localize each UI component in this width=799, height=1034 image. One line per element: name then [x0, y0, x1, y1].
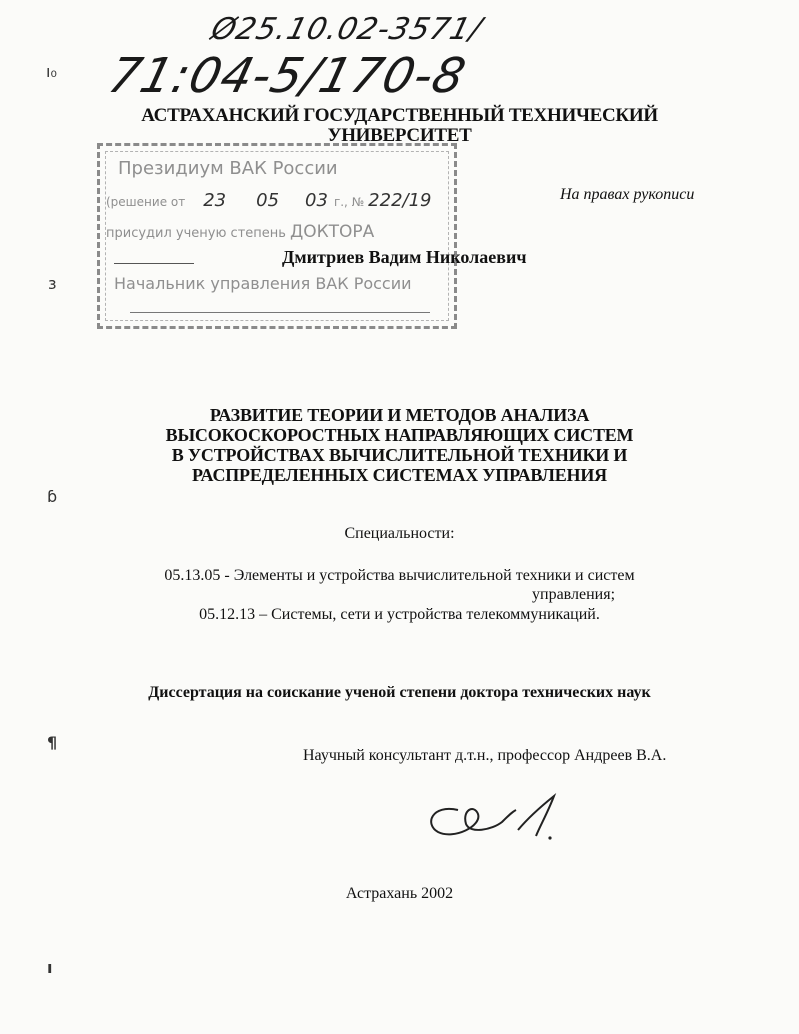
scientific-consultant: Научный консультант д.т.н., профессор Андреев В.А. [303, 747, 667, 764]
stamp-bottom-line [130, 312, 430, 313]
margin-mark: ¶ [47, 733, 58, 752]
title-line: РАЗВИТИЕ ТЕОРИИ И МЕТОДОВ АНАЛИЗА [209, 405, 590, 425]
stamp-number-prefix: г., № [333, 195, 365, 209]
stamp-degree: ДОКТОРА [289, 222, 375, 242]
signature-icon [420, 790, 580, 850]
stamp-head-of-department: Начальник управления ВАК России [114, 274, 412, 293]
stamp-degree-line [106, 222, 374, 242]
stamp-date-year: 03 [305, 190, 328, 211]
dissertation-degree: Диссертация на соискание ученой степени доктора технических наук [148, 684, 651, 701]
stamp-awarded: присудил ученую степень [106, 226, 286, 241]
margin-mark: ɜ [48, 274, 57, 293]
margin-mark: ı [47, 958, 53, 977]
specialty-item: 05.12.13 – Системы, сети и устройства телекоммуникаций. [199, 606, 600, 623]
handwritten-archive-number: Ø25.10.02-3571/ [207, 12, 486, 47]
university-name-line2: УНИВЕРСИТЕТ [327, 125, 472, 146]
stamp-presidium: Президиум ВАК России [118, 158, 338, 179]
stamp-date-prefix: (решение от [106, 195, 186, 209]
author-name: Дмитриев Вадим Николаевич [282, 247, 527, 267]
vak-stamp [97, 143, 457, 329]
title-line: ВЫСОКОСКОРОСТНЫХ НАПРАВЛЯЮЩИХ СИСТЕМ [165, 425, 634, 445]
handwritten-catalog-number: 71:04-5/170-8 [103, 48, 472, 104]
title-line: РАСПРЕДЕЛЕННЫХ СИСТЕМАХ УПРАВЛЕНИЯ [192, 465, 607, 485]
specialty-item-continuation: управления; [532, 586, 616, 603]
margin-mark: ɓ [47, 487, 58, 506]
specialties-heading: Специальности: [344, 525, 455, 542]
title-line: В УСТРОЙСТВАХ ВЫЧИСЛИТЕЛЬНОЙ ТЕХНИКИ И [171, 445, 628, 465]
stamp-signature-line [114, 263, 194, 264]
rights-note: На правах рукописи [560, 186, 695, 203]
stamp-decision-line [106, 190, 432, 211]
stamp-date-day: 23 [203, 190, 227, 211]
margin-mark: ı₀ [46, 62, 57, 81]
dissertation-title [0, 405, 799, 485]
specialty-item: 05.13.05 - Элементы и устройства вычислительной техники и систем [164, 567, 635, 584]
stamp-number: 222/19 [368, 190, 432, 211]
city-year: Астрахань 2002 [345, 885, 454, 902]
university-name: АСТРАХАНСКИЙ ГОСУДАРСТВЕННЫЙ ТЕХНИЧЕСКИЙ [141, 105, 658, 126]
stamp-date-month: 05 [256, 190, 280, 211]
